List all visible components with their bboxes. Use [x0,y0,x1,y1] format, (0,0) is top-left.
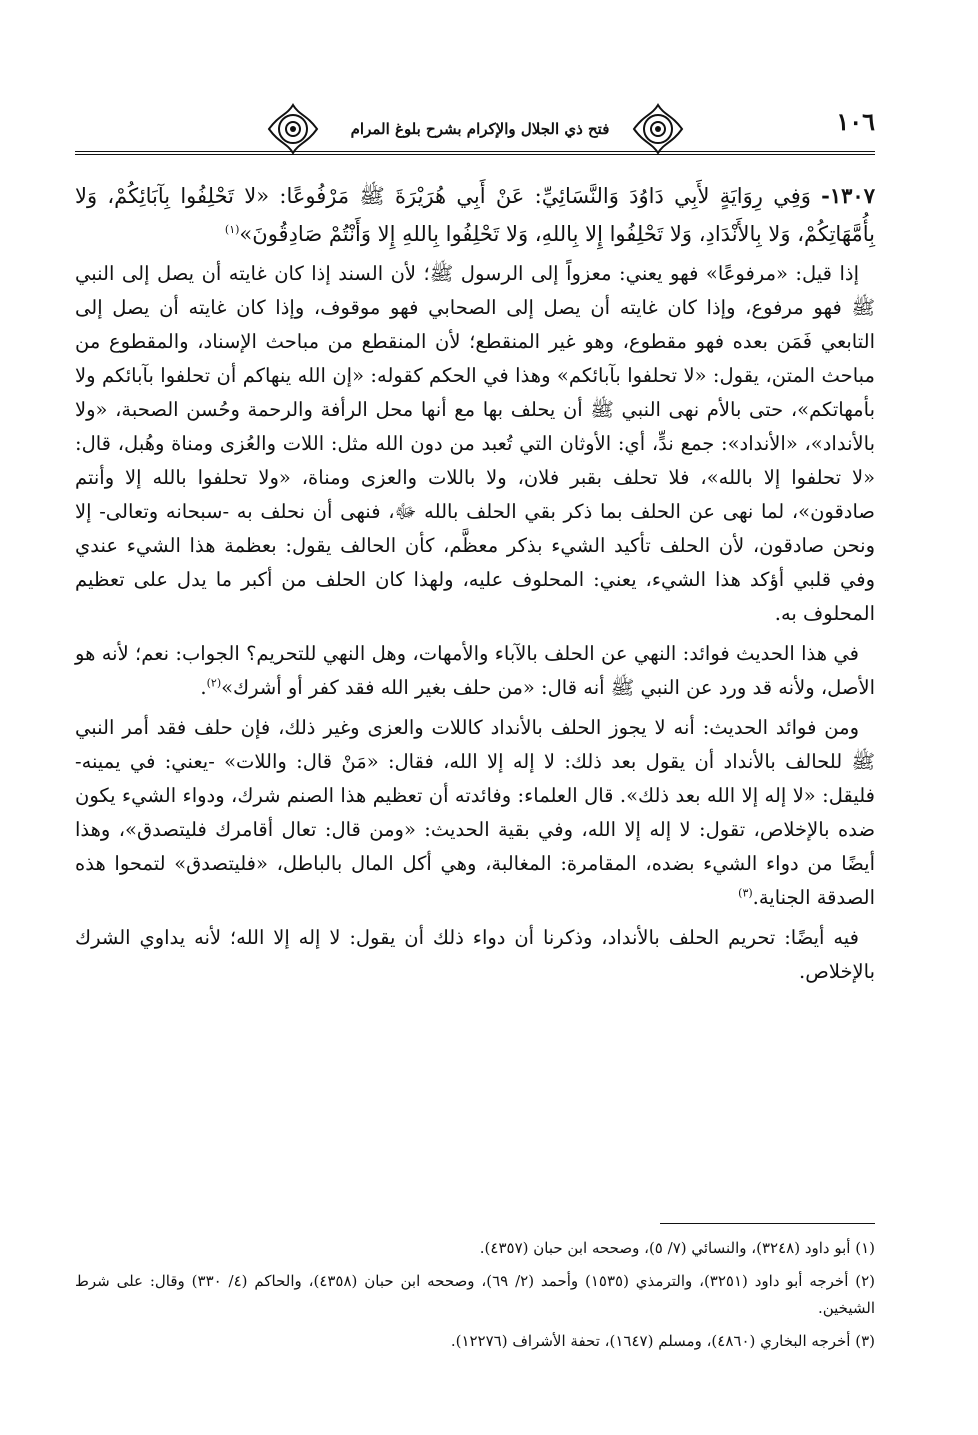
footnotes [75,1235,875,1361]
header-rule [75,151,875,155]
footnote-2: (٢) أخرجه أبو داود (٣٢٥١)، والترمذي (١٥٣٥) وأحمد (٢/ ٦٩)، وصححه ابن حبان (٤٣٥٨)، والحاكم (٤/ ٣٣٠) وقال: على شرط الشيخين. [75,1272,875,1317]
footnote-ref-3[interactable]: (٣) [738,886,753,900]
book-title: فتح ذي الجلال والإكرام بشرح بلوغ المرام [350,120,610,138]
ornament-left-icon [265,101,321,157]
hadith-body: وَفِي رِوَايَةٍ لأَبِي دَاوُدَ وَالنَّسَائِيِّ: عَنْ أَبِي هُرَيْرَةَ ﷺ مَرْفُوعًا: «لا تَحْلِفُوا بِآبَائِكُمْ، وَلا بِأُمَّهَاتِكُمْ، وَلا بِالأَنْدَادِ، وَلا تَحْلِفُوا إِلا بِاللهِ، وَلا تَحْلِفُوا بِاللهِ إِلا وَأَنْتُمْ صَادِقُونَ» [75,184,875,246]
paragraph-benefits-3: فيه أيضًا: تحريم الحلف بالأنداد، وذكرنا أن دواء ذلك أن يقول: لا إله إلا الله؛ لأنه يداوي الشرك بالإخلاص. [75,926,875,983]
paragraph-benefits-1: في هذا الحديث فوائد: النهي عن الحلف بالآباء والأمهات، وهل النهي للتحريم؟ الجواب: نعم؛ لأنه هو الأصل، ولأنه قد ورد عن النبي ﷺ أنه قال: «من حلف بغير الله فقد كفر أو أشرك»$^{(٢)}$. [75,642,875,699]
page-number: ١٠٦ [836,107,875,136]
hadith-number: ١٣٠٧- [821,183,875,208]
footnote-3: (٣) أخرجه البخاري (٤٨٦٠)، ومسلم (١٦٤٧)، تحفة الأشراف (١٢٢٧٦). [450,1332,875,1350]
book-page [75,95,875,1395]
ornament-right-icon [630,101,686,157]
footnote-1: (١) أبو داود (٣٢٤٨)، والنسائي (٧/ ٥)، وصححه ابن حبان (٤٣٥٧). [479,1239,875,1257]
footnote-divider [660,1223,875,1224]
hadith-text [75,177,875,253]
footnote-ref-1[interactable]: (١) [224,223,240,236]
page-header [75,95,875,170]
paragraph-benefits-2: ومن فوائد الحديث: أنه لا يجوز الحلف بالأنداد كاللات والعزى وغير ذلك، فإن حلف فقد أمر النبي ﷺ للحالف بالأنداد أن يقول بعد ذلك: لا إله إلا الله، فقال: «مَنْ قال: واللات» -يعني: في يمينه- فليقل: «لا إله إلا الله بعد ذلك». قال العلماء: وفائدته أن تعظيم هذا الصنم شرك، ودواء الشيء يكون ضده بالإخلاص، تقول: لا إله إلا الله، وفي بقية الحديث: «ومن قال: تعال أقامرك فليتصدق»، وهذا أيضًا من دواء الشيء بضده، المقامرة: المغالبة، وهي أكل المال بالباطل، «فليتصدق» لتمحوا هذه الصدقة الجناية.$^{(٣)}$ [75,716,875,909]
footnote-ref-2[interactable]: (٢) [206,676,222,690]
paragraph-explanation: إذا قيل: «مرفوعًا» فهو يعني: معزواً إلى الرسول ﷺ؛ لأن السند إذا كان غايته أن يصل إلى النبي ﷺ فهو مرفوع، وإذا كان غايته أن يصل إلى الصحابي فهو موقوف، وإذا كان غايته أن يصل إلى التابعي فَمَن بعده فهو مقطوع، وهو غير المنقطع؛ لأن المنقطع من مباحث الإسناد، والمقطوع من مباحث المتن، يقول: «لا تحلفوا بآبائكم» وهذا في الحكم كقوله: «إن الله ينهاكم أن تحلفوا بآبائكم ولا بأمهاتكم»، حتى بالأم نهى النبي ﷺ أن يحلف بها مع أنها محل الرأفة والرحمة وحُسن الصحبة، «ولا بالأنداد»، «الأنداد»: جمع ندٍّ، أي: الأوثان التي تُعبد من دون الله مثل: اللات والعُزى ومناة وهُبل، قال: «لا تحلفوا إلا بالله»، فلا تحلف بقبر فلان، ولا باللات والعزى ومناة، «ولا تحلفوا بالله إلا وأنتم صادقون»، لما نهى عن الحلف بما ذكر بقي الحلف بالله ﷻ، فنهى أن نحلف به -سبحانه وتعالى- إلا ونحن صادقون، لأن الحلف تأكيد الشيء بذكر معظَّم، كأن الحالف يقول: بعظمة هذا الشيء عندي وفي قلبي أؤكد هذا الشيء، يعني: المحلوف عليه، ولهذا كان الحلف من أكبر ما يدل على تعظيم المحلوف به. [75,262,875,625]
main-content [75,177,875,995]
